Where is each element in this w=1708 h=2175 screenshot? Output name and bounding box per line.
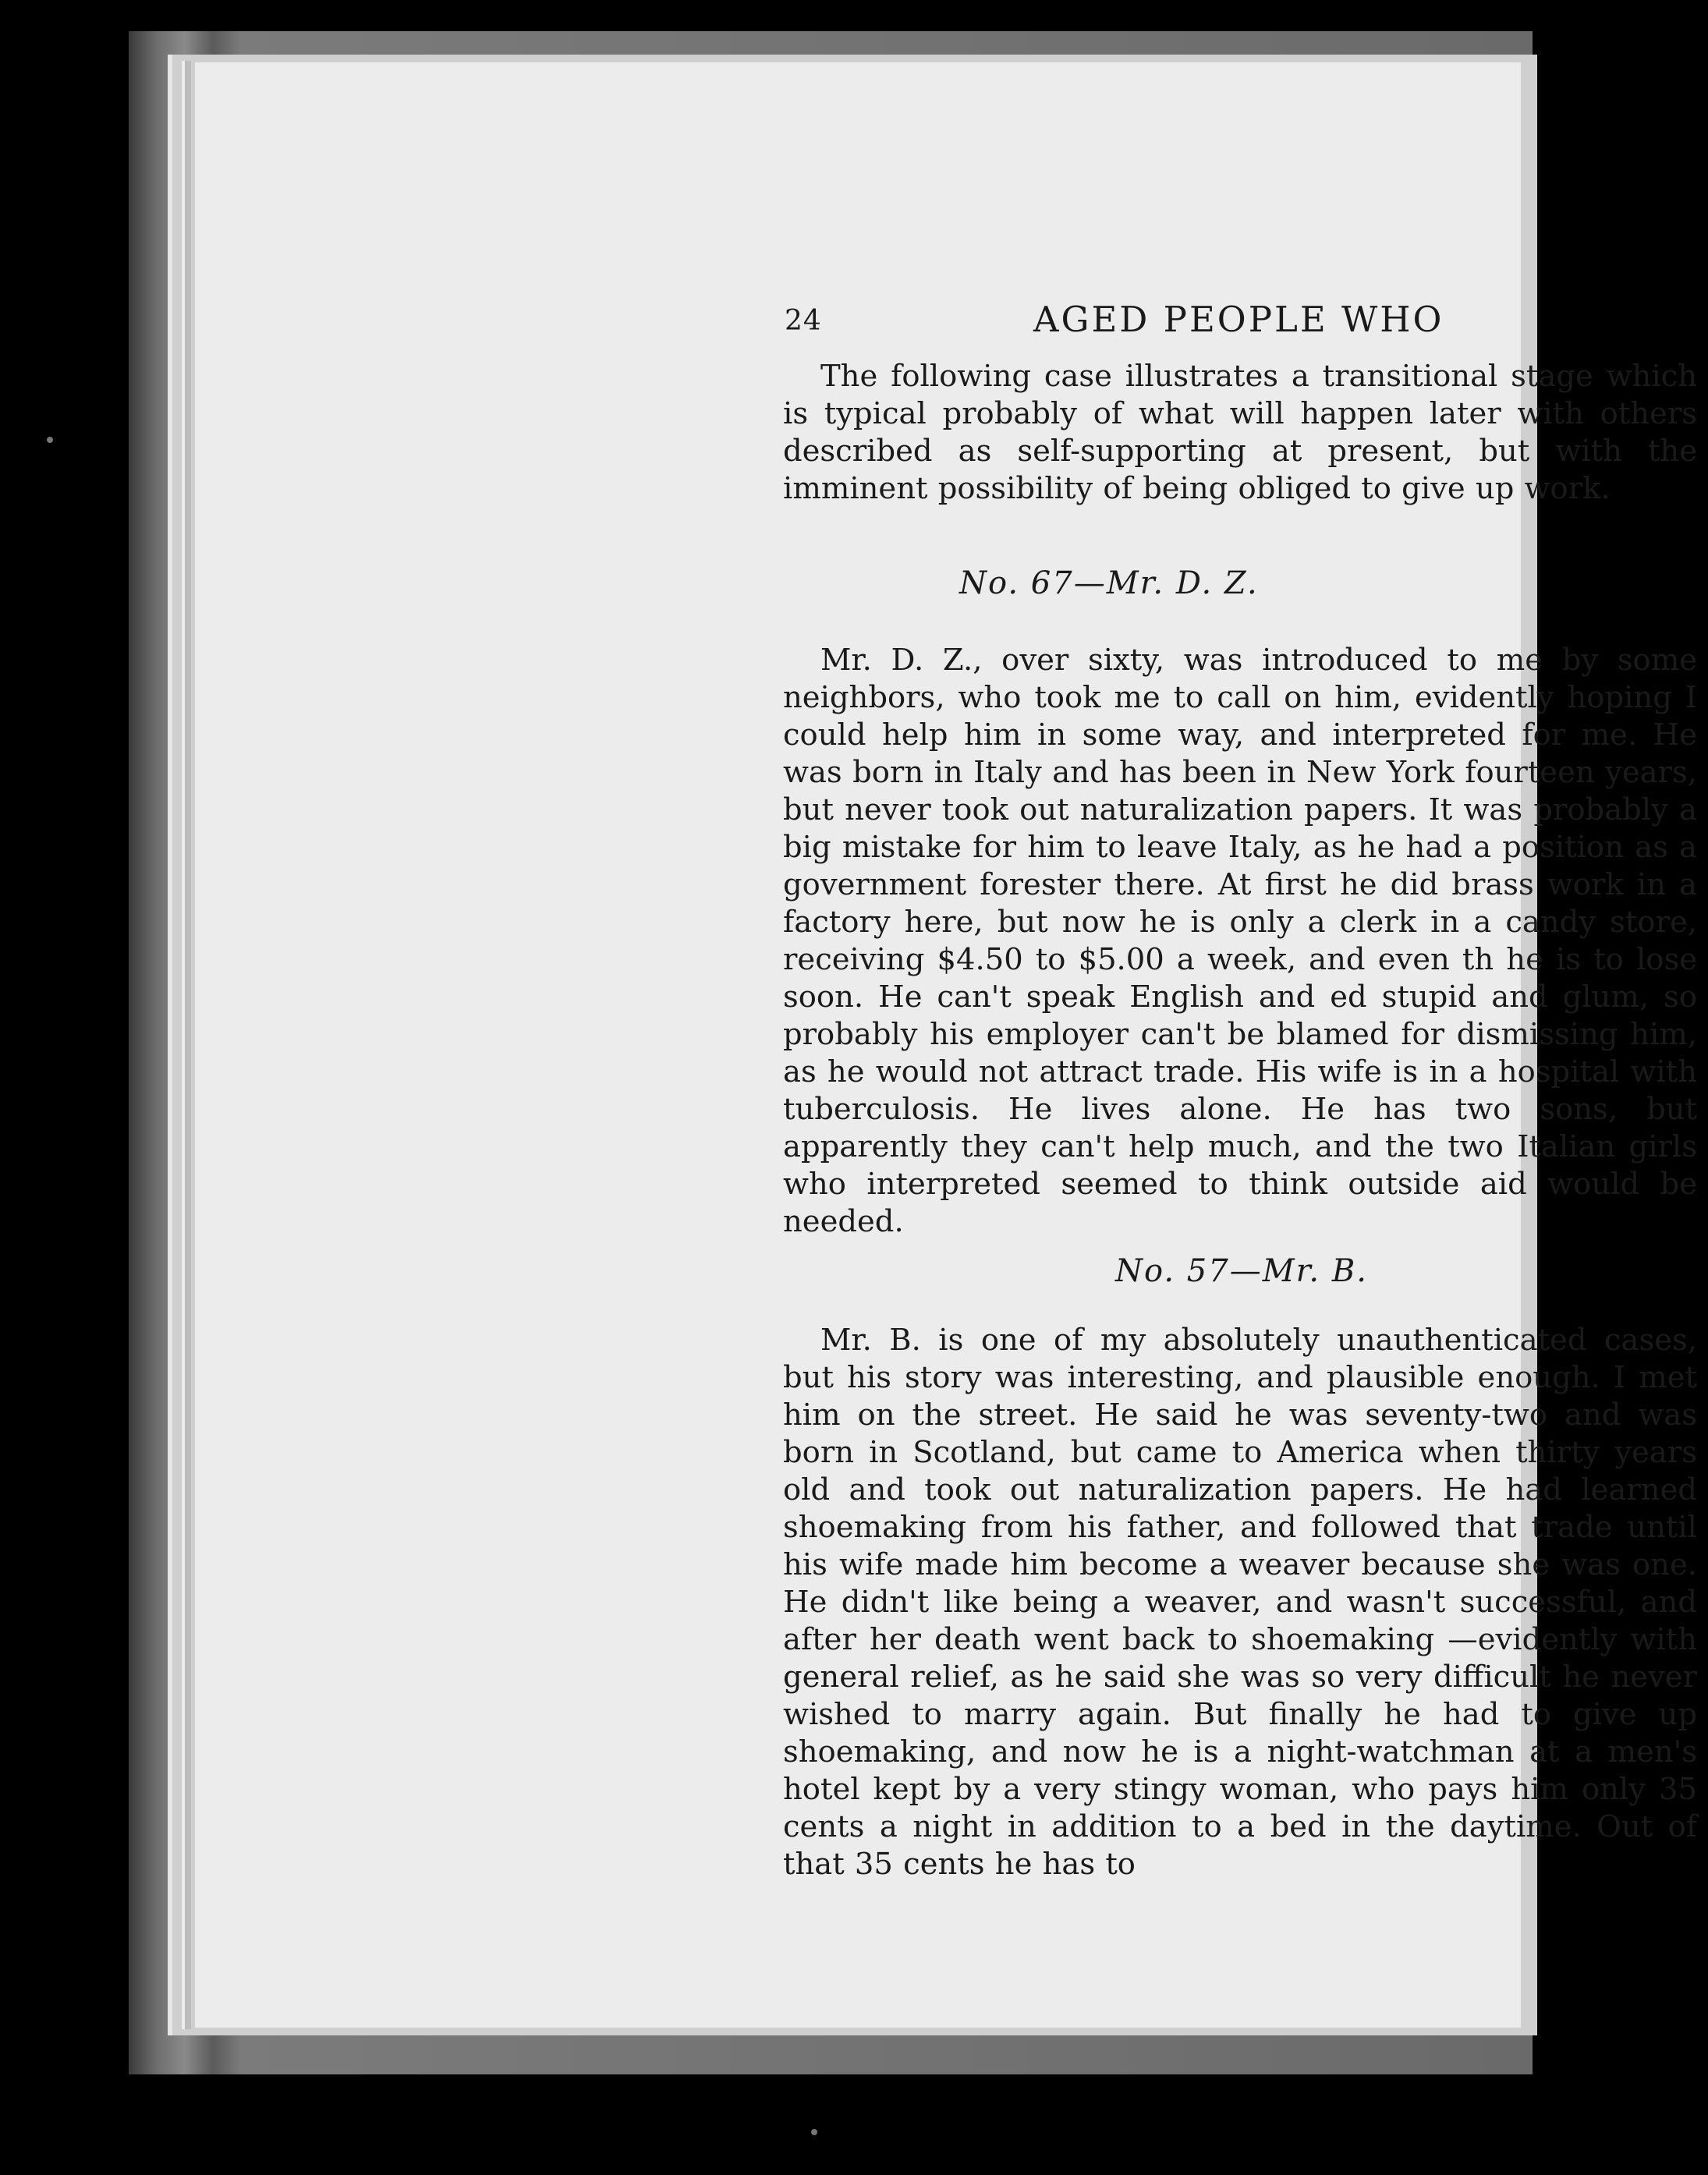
page-number: 24 <box>785 305 822 337</box>
running-head <box>764 253 1708 340</box>
scan-speck <box>811 2129 817 2135</box>
case-67-paragraph: Mr. D. Z., over sixty, was introduced to me by some neighbors, who took me to call on him, evidently hoping I could help him in some way, and interpreted for me. He was born in Italy and has been in New York fourteen years, but never took out naturalization papers. It was probably a big mistake for him to leave Italy, as he had a position as a government forester there. At first he did brass work in a factory here, but now he is only a clerk in a candy store, receiving $4.50 to $5.00 a week, and even th he is to lose soon. He can't speak English and ed stupid and glum, so probably his employer can't be blamed for dismissing him, as he would not attract trade. His wife is in a hospital with tuberculosis. He lives alone. He has two sons, but apparently they can't help much, and the two Italian girls who interpreted seemed to think outside aid would be needed. <box>783 643 1697 1239</box>
case-57-heading: No. 57—Mr. B. <box>1115 1253 1368 1289</box>
case-57-paragraph: Mr. B. is one of my absolutely unauthenticated cases, but his story was interesting, and plausible enough. I met him on the street. He said he was seventy-two and was born in Scotland, but came to America when thirty years old and took out naturalization papers. He had learned shoemaking from his father, and followed that trade until his wife made him become a weaver because she was one. He didn't like being a weaver, and wasn't successful, and after her death went back to shoemaking —evidently with general relief, as he said she was so very difficult he never wished to marry again. But finally he had to give up shoemaking, and now he is a night-watchman at a men's hotel kept by a very stingy woman, who pays him only 35 cents a night in addition to a bed in the daytime. Out of that 35 cents he has to <box>783 1323 1697 1882</box>
running-title: AGED PEOPLE WHO <box>1033 299 1444 340</box>
book-page <box>195 62 1697 2028</box>
case-67-heading: No. 67—Mr. D. Z. <box>959 565 1259 601</box>
scan-speck <box>47 437 53 443</box>
intro-paragraph: The following case illustrates a transitional stage which is typical probably of what will happen later with others described as self-supporting at present, but with the imminent possibility of being obliged to give up work. <box>783 359 1697 506</box>
page-content <box>764 253 1708 1883</box>
